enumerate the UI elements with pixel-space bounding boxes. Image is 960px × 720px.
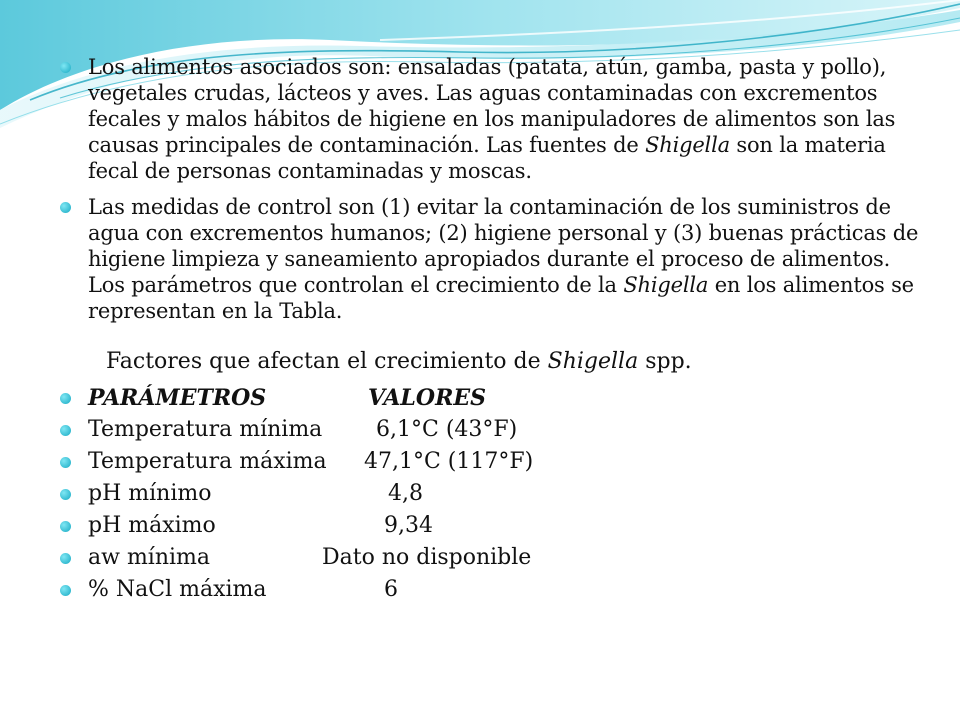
table-row — [60, 574, 920, 606]
paragraph-control — [60, 194, 920, 324]
row-value: 9,34 — [384, 513, 433, 538]
row-param: pH máximo — [88, 513, 216, 538]
row-param: Temperatura máxima — [88, 449, 327, 474]
paragraph-text: Los alimentos asociados son: ensaladas (patata, atún, gamba, pasta y pollo), vegetales crudas, lácteos y aves. Las aguas contaminadas con excrementos fecales y malos hábitos de higiene en los manipuladores de alimentos son las causas principales de contaminación. Las fuentes de — [88, 55, 896, 157]
header-param: PARÁMETROS — [88, 385, 267, 411]
table-row — [60, 414, 920, 446]
bullet-icon — [60, 457, 71, 468]
paragraph-foods — [60, 54, 920, 184]
row-param: Temperatura mínima — [88, 417, 323, 442]
row-value: 47,1°C (117°F) — [364, 449, 534, 474]
bullet-icon — [60, 521, 71, 532]
bullet-icon — [60, 393, 71, 404]
paragraph-text: en los alimentos se representan en la Tabla. — [88, 273, 914, 323]
paragraph-text: son la materia fecal de personas contaminadas y moscas. — [88, 133, 886, 183]
paragraph-text: Las medidas de control son (1) evitar la contaminación de los suministros de agua con excrementos humanos; (2) higiene personal y (3) buenas prácticas de higiene limpieza y saneamiento apropiados durante el proceso de alimentos. Los parámetros que controlan el crecimiento de la — [88, 195, 919, 297]
row-value: 6 — [384, 577, 398, 602]
bullet-icon — [60, 585, 71, 596]
row-param: aw mínima — [88, 545, 211, 570]
header-value: VALORES — [368, 385, 487, 411]
bullet-icon — [60, 62, 71, 73]
species-name: Shigella — [645, 133, 730, 157]
table-row — [60, 542, 920, 574]
table-row — [60, 478, 920, 510]
table-row — [60, 446, 920, 478]
species-name: Shigella — [623, 273, 709, 297]
bullet-icon — [60, 202, 71, 213]
table-header-row — [60, 382, 920, 414]
table-row — [60, 510, 920, 542]
row-value: 4,8 — [388, 481, 423, 506]
row-param: % NaCl máxima — [88, 577, 267, 602]
slide-content — [60, 54, 920, 606]
bullet-icon — [60, 489, 71, 500]
table-caption: Factores que afectan el crecimiento de Shigella spp. — [106, 349, 692, 374]
row-value: Dato no disponible — [322, 545, 532, 570]
row-param: pH mínimo — [88, 481, 212, 506]
row-value: 6,1°C (43°F) — [376, 417, 518, 442]
species-name: Shigella — [547, 349, 639, 374]
bullet-icon — [60, 553, 71, 564]
bullet-icon — [60, 425, 71, 436]
